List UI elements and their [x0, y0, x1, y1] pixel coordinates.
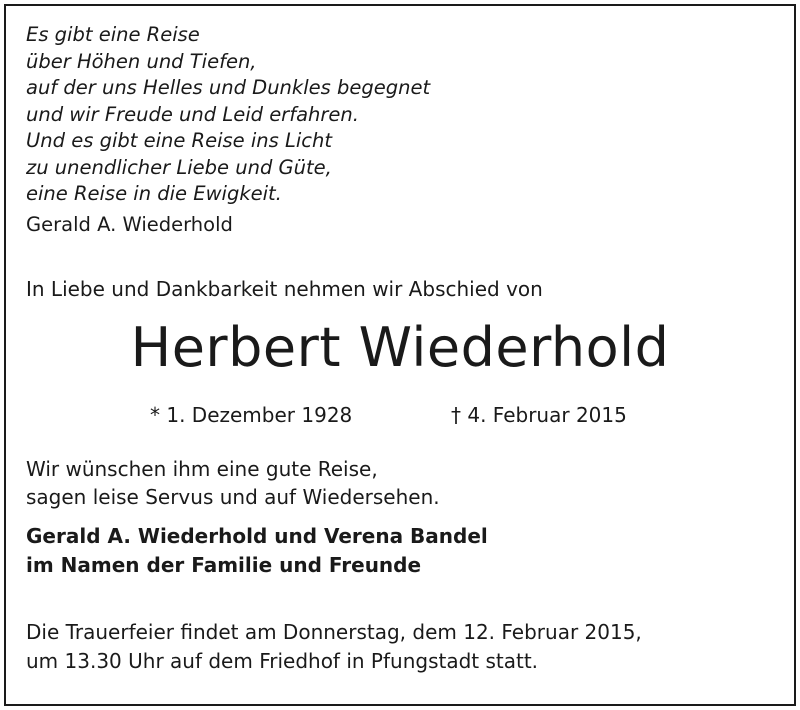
poem-line: zu unendlicher Liebe und Güte,	[26, 155, 332, 179]
wish-line: sagen leise Servus und auf Wiedersehen.	[26, 485, 440, 509]
poem	[26, 22, 430, 208]
death-date: † 4. Februar 2015	[451, 403, 627, 427]
poem-line: Es gibt eine Reise	[26, 23, 200, 46]
funeral-info	[26, 618, 642, 676]
poem-author: Gerald A. Wiederhold	[26, 213, 233, 236]
poem-line: Und es gibt eine Reise ins Licht	[26, 129, 333, 152]
farewell-intro: In Liebe und Dankbarkeit nehmen wir Abschied von	[26, 277, 543, 301]
signature-line: im Namen der Familie und Freunde	[26, 553, 422, 577]
signature-line: Gerald A. Wiederhold und Verena Bandel	[26, 524, 488, 548]
birth-date: * 1. Dezember 1928	[150, 403, 353, 427]
poem-line: und wir Freude und Leid erfahren.	[26, 102, 359, 126]
funeral-line: um 13.30 Uhr auf dem Friedhof in Pfungstadt statt.	[26, 649, 539, 673]
farewell-wish	[26, 455, 440, 511]
wish-line: Wir wünschen ihm eine gute Reise,	[26, 457, 378, 481]
poem-line: über Höhen und Tiefen,	[26, 49, 257, 73]
deceased-name: Herbert Wiederhold	[130, 316, 670, 379]
funeral-line: Die Trauerfeier findet am Donnerstag, dem 12. Februar 2015,	[26, 620, 642, 644]
poem-line: eine Reise in die Ewigkeit.	[26, 182, 282, 205]
signature	[26, 522, 488, 580]
poem-line: auf der uns Helles und Dunkles begegnet	[26, 76, 431, 99]
